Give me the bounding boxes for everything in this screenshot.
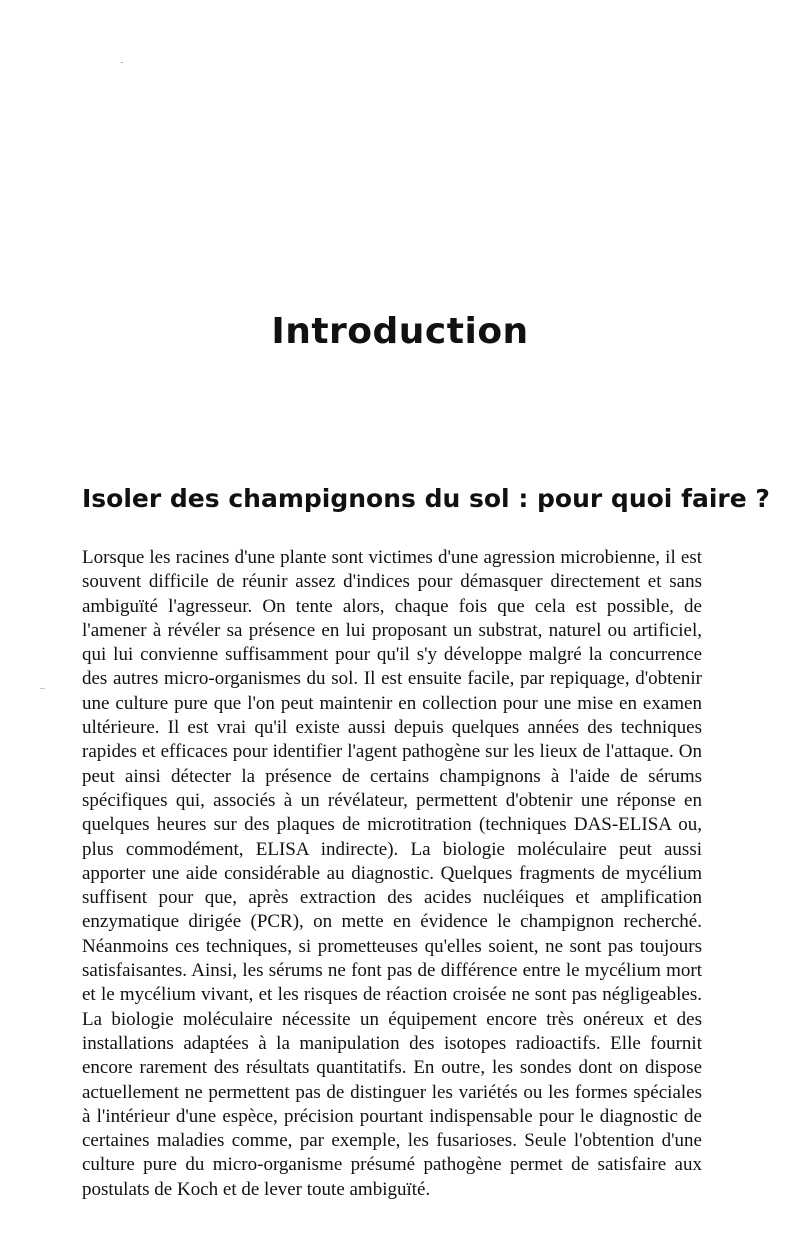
section-heading: Isoler des champignons du sol : pour quoi faire ? <box>82 484 770 513</box>
body-paragraph: Lorsque les racines d'une plante sont victimes d'une agression microbienne, il est souvent difficile de réunir assez d'indices pour démasquer directement et sans ambiguïté l'agresseur. On tente alors, chaque fois que cela est possible, de l'amener à révéler sa présence en lui proposant un substrat, naturel ou artificiel, qui lui convienne suffisamment pour qu'il s'y développe malgré la concurrence des autres micro-organismes du sol. Il est ensuite facile, par repiquage, d'obtenir une culture pure que l'on peut maintenir en collection pour une mise en examen ultérieure. Il est vrai qu'il existe aussi depuis quelques années des techniques rapides et efficaces pour identifier l'agent pathogène sur les lieux de l'attaque. On peut ainsi détecter la présence de certains champignons à l'aide de sérums spécifiques qui, associés à un révélateur, permettent d'obtenir une réponse en quelques heures sur des plaques de microtitration (techniques DAS-ELISA ou, plus commodément, ELISA indirecte). La biologie moléculaire peut aussi apporter une aide considérable au diagnostic. Quelques fragments de mycélium suffisent pour que, après extraction des acides nucléiques et amplification enzymatique dirigée (PCR), on mette en évidence le champignon recherché. Néanmoins ces techniques, si prometteuses qu'elles soient, ne sont pas toujours satisfaisantes. Ainsi, les sérums ne font pas de différence entre le mycélium mort et le mycélium vivant, et les risques de réaction croisée ne sont pas négligeables. La biologie moléculaire nécessite un équipement encore très onéreux et des installations adaptées à la manipulation des isotopes radioactifs. Elle fournit encore rarement des résultats quantitatifs. En outre, les sondes dont on dispose actuellement ne permettent pas de distinguer les variétés ou les formes spéciales à l'intérieur d'une espèce, précision pourtant indispensable pour le diagnostic de certaines maladies comme, par exemple, les fusarioses. Seule l'obtention d'une culture pure du micro-organisme présumé pathogène permet de satisfaire aux postulats de Koch et de lever toute ambiguïté. <box>82 547 702 1200</box>
scan-speck <box>121 62 123 63</box>
chapter-title: Introduction <box>271 311 529 352</box>
margin-mark <box>40 688 45 689</box>
